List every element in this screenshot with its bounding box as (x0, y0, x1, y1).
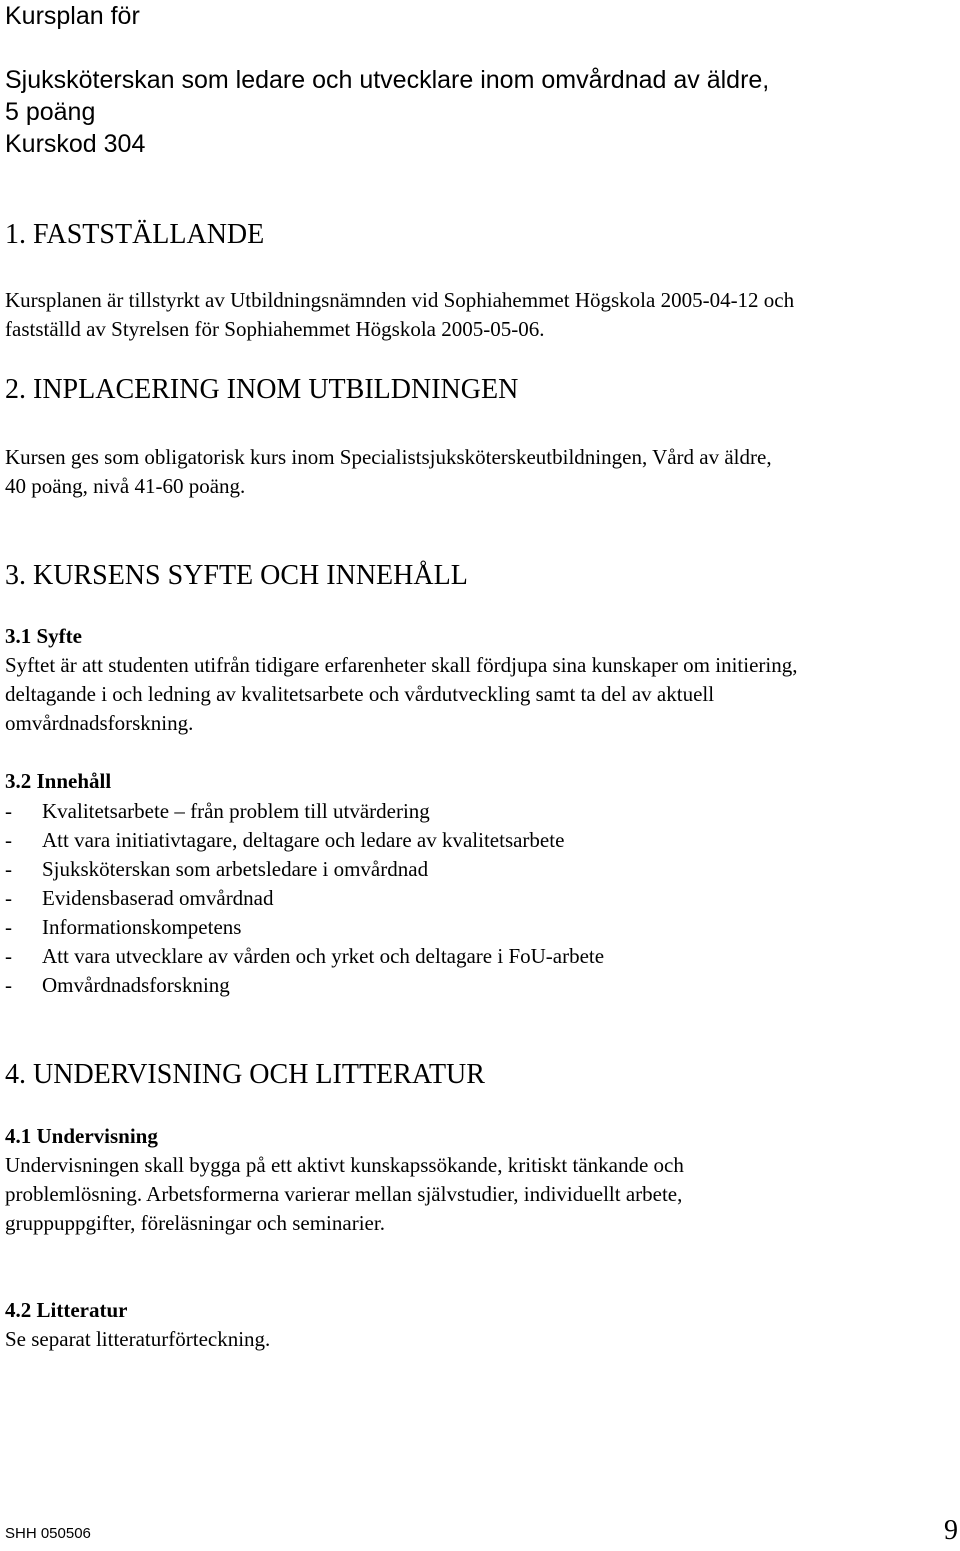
dash-bullet: - (5, 944, 12, 968)
list-item (5, 855, 604, 884)
subsection-4-1-heading: 4.1 Undervisning (5, 1124, 158, 1148)
list-item-text: Att vara initiativtagare, deltagare och ledare av kvalitetsarbete (42, 828, 565, 852)
list-item (5, 942, 604, 971)
list-item-text: Omvårdnadsforskning (42, 973, 230, 997)
footer-code: SHH 050506 (5, 1525, 91, 1542)
text-line: 40 poäng, nivå 41-60 poäng. (5, 474, 246, 498)
dash-bullet: - (5, 973, 12, 997)
section-1-heading: 1. FASTSTÄLLANDE (5, 219, 265, 250)
title-line-3: 5 poäng (5, 98, 96, 126)
title-line-1: Kursplan för (5, 2, 140, 30)
text-line: Undervisningen skall bygga på ett aktivt kunskapssökande, kritiskt tänkande och (5, 1153, 684, 1177)
section-2-text (5, 443, 772, 501)
text-line: Se separat litteraturförteckning. (5, 1327, 271, 1351)
subsection-4-1-text (5, 1151, 684, 1238)
list-item (5, 971, 604, 1000)
text-line: deltagande i och ledning av kvalitetsarbete och vårdutveckling samt ta del av aktuell (5, 682, 715, 706)
text-line: Syftet är att studenten utifrån tidigare erfarenheter skall fördjupa sina kunskaper om initiering, (5, 653, 798, 677)
document-title (5, 0, 769, 160)
text-line: Kursen ges som obligatorisk kurs inom Specialistsjuksköterskeutbildningen, Vård av äldre, (5, 445, 772, 469)
list-item-text: Informationskompetens (42, 915, 242, 939)
section-4-heading: 4. UNDERVISNING OCH LITTERATUR (5, 1059, 485, 1090)
text-line: Kursplanen är tillstyrkt av Utbildningsnämnden vid Sophiahemmet Högskola 2005-04-12 och (5, 288, 795, 312)
list-item-text: Att vara utvecklare av vården och yrket och deltagare i FoU-arbete (42, 944, 605, 968)
section-2-heading: 2. INPLACERING INOM UTBILDNINGEN (5, 374, 519, 405)
list-item-text: Sjuksköterskan som arbetsledare i omvårdnad (42, 857, 429, 881)
text-line: gruppuppgifter, föreläsningar och seminarier. (5, 1211, 385, 1235)
list-item (5, 826, 604, 855)
text-line: problemlösning. Arbetsformerna varierar mellan självstudier, individuellt arbete, (5, 1182, 683, 1206)
list-item-text: Evidensbaserad omvårdnad (42, 886, 274, 910)
subsection-3-1-text (5, 651, 797, 738)
list-item-text: Kvalitetsarbete – från problem till utvärdering (42, 799, 430, 823)
dash-bullet: - (5, 915, 12, 939)
page-number: 9 (944, 1515, 958, 1546)
text-line: omvårdnadsforskning. (5, 711, 194, 735)
text-line: fastställd av Styrelsen för Sophiahemmet Högskola 2005-05-06. (5, 317, 545, 341)
dash-bullet: - (5, 799, 12, 823)
content-list (5, 797, 604, 1000)
subsection-3-2-heading: 3.2 Innehåll (5, 769, 112, 793)
subsection-4-2-heading: 4.2 Litteratur (5, 1298, 128, 1322)
subsection-3-1-heading: 3.1 Syfte (5, 624, 82, 648)
subsection-4-2-text (5, 1325, 270, 1354)
title-line-2: Sjuksköterskan som ledare och utvecklare inom omvårdnad av äldre, (5, 66, 770, 94)
dash-bullet: - (5, 857, 12, 881)
list-item (5, 797, 604, 826)
title-line-4: Kurskod 304 (5, 130, 146, 158)
dash-bullet: - (5, 886, 12, 910)
list-item (5, 884, 604, 913)
section-1-text (5, 286, 794, 344)
section-3-heading: 3. KURSENS SYFTE OCH INNEHÅLL (5, 560, 468, 591)
list-item (5, 913, 604, 942)
dash-bullet: - (5, 828, 12, 852)
